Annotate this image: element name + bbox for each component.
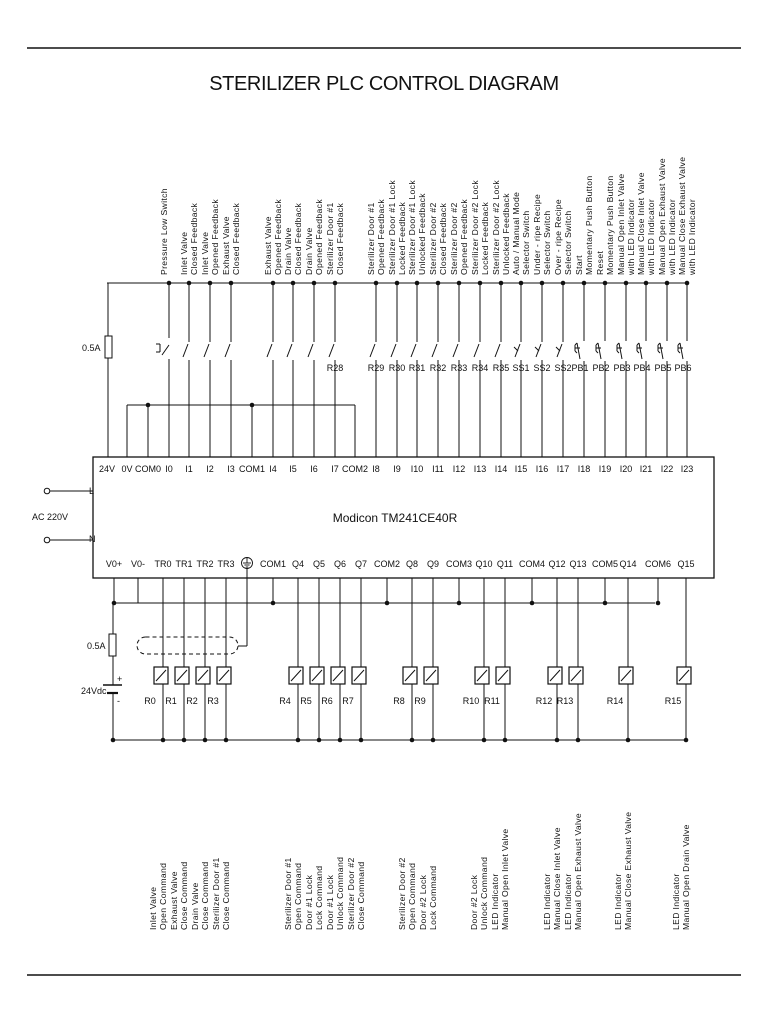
input-device-r29-i8: R29 xyxy=(367,363,385,373)
input-terminal-i22: I22 xyxy=(660,464,674,474)
ac-voltage-label: AC 220V xyxy=(32,512,69,522)
input-terminal-labels xyxy=(99,464,693,474)
output-q6-return-dot xyxy=(338,738,343,743)
relay-label-r13: R13 xyxy=(556,696,574,706)
relay-label-r7: R7 xyxy=(342,696,354,706)
input-desc-i12-0: Sterilizer Door #2 xyxy=(449,202,459,275)
relay-coil-r15 xyxy=(677,667,691,684)
input-device-pb2-i19: PB2 xyxy=(592,363,610,373)
input-desc-i20-0: Manual Open Inlet Valve xyxy=(616,173,626,275)
input-device-ss2-i16: SS2 xyxy=(533,363,551,373)
input-desc-i1-1: Closed Feedback xyxy=(189,202,199,275)
neutral-terminal xyxy=(44,537,50,543)
input-device-pb5-i22: PB5 xyxy=(654,363,672,373)
output-terminal-tr1: TR1 xyxy=(175,559,193,569)
input-desc-i14-1: Unlocked Feedback xyxy=(501,193,511,275)
input-desc-i17-1: Selector Switch xyxy=(563,210,573,275)
output-desc-q8-1: Open Command xyxy=(407,862,417,930)
relay-coil-r0 xyxy=(154,667,168,684)
relay-label-r10: R10 xyxy=(462,696,480,706)
input-i1-contact xyxy=(183,283,189,457)
relay-coil-r8 xyxy=(403,667,417,684)
input-desc-i8-1: Opened Feedback xyxy=(376,199,386,275)
output-terminal-q15: Q15 xyxy=(677,559,695,569)
output-fuse-label: 0.5A xyxy=(87,641,106,651)
input-terminal-i14: I14 xyxy=(494,464,508,474)
relay-coil-r9 xyxy=(424,667,438,684)
output-q10-return-dot xyxy=(482,738,487,743)
dc-supply-label: 24Vdc xyxy=(81,686,107,696)
output-terminal-com6: COM6 xyxy=(644,559,672,569)
input-terminal-24v: 24V xyxy=(98,464,116,474)
output-wiring xyxy=(111,569,691,742)
input-terminal-i9: I9 xyxy=(393,464,401,474)
relay-coil-r4 xyxy=(289,667,303,684)
input-device-r34-i13: R34 xyxy=(471,363,489,373)
output-terminal-q9: Q9 xyxy=(426,559,440,569)
relay-label-r3: R3 xyxy=(207,696,219,706)
input-device-ss1-i15: SS1 xyxy=(512,363,530,373)
input-fuse xyxy=(82,336,112,358)
input-desc-i7-1: Closed Feedback xyxy=(335,202,345,275)
input-terminal-i20: I20 xyxy=(619,464,633,474)
output-terminal-q6: Q6 xyxy=(333,559,347,569)
relay-label-r2: R2 xyxy=(186,696,198,706)
input-desc-i22-0: Manual Open Exhaust Valve xyxy=(657,157,667,275)
input-desc-i10-1: Unlocked Feedback xyxy=(417,193,427,275)
output-desc-tr2-1: Close Command xyxy=(200,861,210,930)
input-desc-i10-0: Sterilizer Door #1 Lock xyxy=(407,180,417,275)
input-terminal-0v: 0V xyxy=(121,464,133,474)
output-com2-dot xyxy=(385,601,390,606)
output-desc-q4-0: Sterilizer Door #1 xyxy=(283,857,293,930)
output-terminal-labels xyxy=(106,559,695,569)
output-terminal-com2: COM2 xyxy=(373,559,401,569)
input-desc-i13-1: Locked Feedback xyxy=(480,201,490,275)
output-terminal-v0: V0- xyxy=(130,559,146,569)
output-terminal-q5: Q5 xyxy=(312,559,326,569)
relay-coil-r1 xyxy=(175,667,189,684)
output-desc-tr0-1: Open Command xyxy=(158,862,168,930)
input-desc-i15-0: Auto / Manual Mode xyxy=(511,191,521,275)
relay-coil-r3 xyxy=(217,667,231,684)
output-q5-return-dot xyxy=(317,738,322,743)
input-desc-i9-0: Sterilizer Door #1 Lock xyxy=(387,180,397,275)
common-dot-com1 xyxy=(250,403,255,408)
output-desc-q8-0: Sterilizer Door #2 xyxy=(397,857,407,930)
dc-return-dot xyxy=(111,738,116,743)
output-terminal-com3: COM3 xyxy=(445,559,473,569)
output-desc-q9-1: Lock Command xyxy=(428,865,438,930)
output-desc-q12-1: Manual Close Inlet Valve xyxy=(552,827,562,930)
output-q9-return-dot xyxy=(431,738,436,743)
output-terminal-q8: Q8 xyxy=(405,559,419,569)
input-terminal-com2: COM2 xyxy=(341,464,369,474)
input-desc-i18-0: Start xyxy=(574,255,584,275)
relay-coil-r10 xyxy=(475,667,489,684)
output-terminal-q12: Q12 xyxy=(548,559,566,569)
relay-label-r9: R9 xyxy=(414,696,426,706)
output-terminal-com1: COM1 xyxy=(259,559,287,569)
input-desc-i7-0: Sterilizer Door #1 xyxy=(325,202,335,275)
output-desc-q6-0: Door #1 Lock xyxy=(325,874,335,930)
input-desc-i19-0: Reset xyxy=(595,250,605,275)
line-terminal xyxy=(44,488,50,494)
input-desc-i5-1: Closed Feedback xyxy=(293,202,303,275)
output-desc-q13-1: Manual Open Exhaust Valve xyxy=(573,812,583,930)
neutral-label: N xyxy=(89,534,96,544)
output-desc-q9-0: Door #2 Lock xyxy=(418,874,428,930)
input-terminal-i4: I4 xyxy=(269,464,277,474)
relay-label-r8: R8 xyxy=(393,696,405,706)
input-device-r28-i7: R28 xyxy=(326,363,344,373)
input-desc-i21-0: Manual Close Inlet Valve xyxy=(636,172,646,275)
input-desc-i8-0: Sterilizer Door #1 xyxy=(366,202,376,275)
output-terminal-tr0: TR0 xyxy=(154,559,172,569)
input-i5-contact xyxy=(287,283,293,457)
output-q8-return-dot xyxy=(410,738,415,743)
relay-coil-r2 xyxy=(196,667,210,684)
input-desc-i23-1: with LED Indicator xyxy=(687,198,697,275)
output-terminal-com4: COM4 xyxy=(518,559,546,569)
output-q7-return-dot xyxy=(359,738,364,743)
input-descriptions xyxy=(159,157,697,276)
input-desc-i11-0: Sterilizer Door #2 xyxy=(428,202,438,275)
output-desc-tr3-1: Close Command xyxy=(221,861,231,930)
diagram-title: STERILIZER PLC CONTROL DIAGRAM xyxy=(209,73,559,95)
output-desc-tr1-1: Close Command xyxy=(179,861,189,930)
output-terminal-q7: Q7 xyxy=(354,559,368,569)
output-desc-q14-1: Manual Close Exhaust Valve xyxy=(623,811,633,930)
input-terminal-i6: I6 xyxy=(310,464,318,474)
relay-label-r14: R14 xyxy=(606,696,624,706)
input-desc-i12-1: Opened Feedback xyxy=(459,199,469,275)
output-desc-q15-1: Manual Open Drain Valve xyxy=(681,824,691,930)
output-desc-q11-0: LED Indicator xyxy=(490,873,500,930)
output-tr2-return-dot xyxy=(203,738,208,743)
input-terminal-i1: I1 xyxy=(185,464,193,474)
relay-label-r11: R11 xyxy=(484,696,500,706)
input-desc-i21-1: with LED Indicator xyxy=(646,198,656,275)
output-desc-tr1-0: Exhaust Valve xyxy=(169,871,179,930)
input-device-pb4-i21: PB4 xyxy=(633,363,651,373)
input-i3-contact xyxy=(225,283,231,457)
input-terminal-i23: I23 xyxy=(680,464,694,474)
output-tr3-return-dot xyxy=(224,738,229,743)
input-desc-i0-0: Pressure Low Switch xyxy=(159,188,169,275)
input-device-r35-i14: R35 xyxy=(492,363,510,373)
output-q12-return-dot xyxy=(555,738,560,743)
input-desc-i11-1: Closed Feedback xyxy=(438,202,448,275)
output-com5-dot xyxy=(603,601,608,606)
input-terminal-i18: I18 xyxy=(577,464,591,474)
input-desc-i2-0: Inlet Valve xyxy=(200,231,210,275)
input-terminal-i5: I5 xyxy=(289,464,297,474)
input-terminal-i12: I12 xyxy=(452,464,466,474)
output-com6-dot xyxy=(656,601,661,606)
input-desc-i6-1: Opened Feedback xyxy=(314,199,324,275)
input-desc-i2-1: Opened Feedback xyxy=(210,199,220,275)
input-i4-contact xyxy=(267,283,273,457)
input-terminal-com0: COM0 xyxy=(134,464,162,474)
input-desc-i16-1: Selector Switch xyxy=(542,210,552,275)
output-desc-q10-1: Unlock Command xyxy=(479,856,489,930)
input-terminal-i16: I16 xyxy=(535,464,549,474)
input-desc-i6-0: Drain Valve xyxy=(304,227,314,275)
input-device-pb6-i23: PB6 xyxy=(674,363,692,373)
relay-label-r4: R4 xyxy=(279,696,291,706)
line-label: L xyxy=(89,486,95,496)
input-terminal-i13: I13 xyxy=(473,464,487,474)
input-terminal-i15: I15 xyxy=(514,464,528,474)
input-desc-i9-1: Locked Feedback xyxy=(397,201,407,275)
input-desc-i17-0: Over - ripe Recipe xyxy=(553,198,563,275)
battery-icon xyxy=(81,674,122,706)
output-desc-tr2-0: Drain Valve xyxy=(190,882,200,930)
output-terminal-q13: Q13 xyxy=(569,559,587,569)
input-desc-i5-0: Drain Valve xyxy=(283,227,293,275)
common-dot-com0 xyxy=(146,403,151,408)
input-device-pb3-i20: PB3 xyxy=(613,363,631,373)
input-desc-i3-0: Exhaust Valve xyxy=(221,216,231,275)
output-tr0-return-dot xyxy=(161,738,166,743)
input-desc-i23-0: Manual Close Exhaust Valve xyxy=(677,156,687,275)
input-device-pb1-i18: PB1 xyxy=(571,363,589,373)
output-q11-return-dot xyxy=(503,738,508,743)
input-terminal-com1: COM1 xyxy=(238,464,266,474)
output-descriptions xyxy=(148,812,691,930)
output-q4-return-dot xyxy=(296,738,301,743)
output-com4-dot xyxy=(530,601,535,606)
output-desc-q15-0: LED Indicator xyxy=(671,873,681,930)
input-desc-i19-1: Momentary Push Button xyxy=(605,175,615,275)
input-fuse-label: 0.5A xyxy=(82,343,101,353)
relay-coil-r12 xyxy=(548,667,562,684)
output-com3-dot xyxy=(457,601,462,606)
output-desc-q13-0: LED Indicator xyxy=(563,873,573,930)
plc-model-label: Modicon TM241CE40R xyxy=(332,511,458,525)
output-fuse xyxy=(87,634,116,656)
output-terminal-com5: COM5 xyxy=(591,559,619,569)
ground-icon xyxy=(242,558,253,569)
shielded-cable-icon xyxy=(137,637,238,654)
relay-label-r0: R0 xyxy=(144,696,156,706)
input-terminal-i11: I11 xyxy=(432,464,444,474)
input-desc-i16-0: Under - ripe Recipe xyxy=(532,193,542,275)
input-desc-i4-0: Exhaust Valve xyxy=(263,216,273,275)
input-device-ss2-i17: SS2 xyxy=(554,363,572,373)
input-terminal-i8: I8 xyxy=(372,464,380,474)
input-desc-i4-1: Opened Feedback xyxy=(273,199,283,275)
relay-coil-r6 xyxy=(331,667,345,684)
output-q14-return-dot xyxy=(626,738,631,743)
relay-coil-r11 xyxy=(496,667,510,684)
input-terminal-i10: I10 xyxy=(410,464,424,474)
input-desc-i13-0: Sterilizer Door #2 Lock xyxy=(470,180,480,275)
output-q13-return-dot xyxy=(576,738,581,743)
relay-label-r12: R12 xyxy=(535,696,553,706)
input-desc-i15-1: Selector Switch xyxy=(521,210,531,275)
input-terminal-i17: I17 xyxy=(556,464,570,474)
output-terminal-tr3: TR3 xyxy=(217,559,235,569)
output-q15-return-dot xyxy=(684,738,689,743)
output-desc-q12-0: LED Indicator xyxy=(542,873,552,930)
relay-label-r5: R5 xyxy=(300,696,312,706)
input-desc-i18-1: Momentary Push Button xyxy=(584,175,594,275)
dc-minus-label: - xyxy=(117,696,120,706)
input-device-r31-i10: R31 xyxy=(408,363,426,373)
output-desc-q4-1: Open Command xyxy=(293,862,303,930)
output-desc-q11-1: Manual Open Inlet Valve xyxy=(500,828,510,930)
input-terminal-i7: I7 xyxy=(331,464,339,474)
output-terminal-q4: Q4 xyxy=(291,559,305,569)
output-com1-dot xyxy=(271,601,276,606)
output-terminal-q14: Q14 xyxy=(619,559,637,569)
output-desc-q7-0: Sterilizer Door #2 xyxy=(346,857,356,930)
input-wiring xyxy=(107,281,692,457)
input-i0-contact xyxy=(156,283,169,457)
relay-coil-r5 xyxy=(310,667,324,684)
output-desc-q6-1: Unlock Command xyxy=(335,856,345,930)
output-terminal-tr2: TR2 xyxy=(196,559,214,569)
input-terminal-i0: I0 xyxy=(165,464,173,474)
output-desc-tr3-0: Sterilizer Door #1 xyxy=(211,857,221,930)
output-desc-q5-0: Door #1 Lock xyxy=(304,874,314,930)
relay-coil-r13 xyxy=(569,667,583,684)
relay-label-r1: R1 xyxy=(165,696,177,706)
input-terminal-i2: I2 xyxy=(206,464,214,474)
input-terminal-i21: I21 xyxy=(639,464,653,474)
input-terminal-i19: I19 xyxy=(598,464,612,474)
relay-coil-r7 xyxy=(352,667,366,684)
dc-plus-label: + xyxy=(117,674,123,684)
input-desc-i1-0: Inlet Valve xyxy=(179,231,189,275)
output-desc-tr0-0: Inlet Valve xyxy=(148,886,158,930)
relay-coil-r14 xyxy=(619,667,633,684)
relay-label-r6: R6 xyxy=(321,696,333,706)
output-desc-q14-0: LED Indicator xyxy=(613,873,623,930)
input-i2-contact xyxy=(204,283,210,457)
v0-plus-dot xyxy=(112,601,117,606)
output-terminal-q10: Q10 xyxy=(475,559,493,569)
input-device-r33-i12: R33 xyxy=(450,363,468,373)
input-desc-i3-1: Closed Feedback xyxy=(231,202,241,275)
input-desc-i22-1: with LED Indicator xyxy=(667,198,677,275)
output-desc-q5-1: Lock Command xyxy=(314,865,324,930)
input-device-r32-i11: R32 xyxy=(429,363,447,373)
output-tr1-return-dot xyxy=(182,738,187,743)
input-desc-i14-0: Sterilizer Door #2 Lock xyxy=(491,180,501,275)
output-desc-q10-0: Door #2 Lock xyxy=(469,874,479,930)
output-desc-q7-1: Close Command xyxy=(356,861,366,930)
input-terminal-i3: I3 xyxy=(227,464,235,474)
input-device-r30-i9: R30 xyxy=(388,363,406,373)
output-terminal-v0: V0+ xyxy=(105,559,123,569)
input-i6-contact xyxy=(308,283,314,457)
relay-label-r15: R15 xyxy=(664,696,682,706)
output-terminal-q11: Q11 xyxy=(496,559,514,569)
input-desc-i20-1: with LED Indicator xyxy=(626,198,636,275)
